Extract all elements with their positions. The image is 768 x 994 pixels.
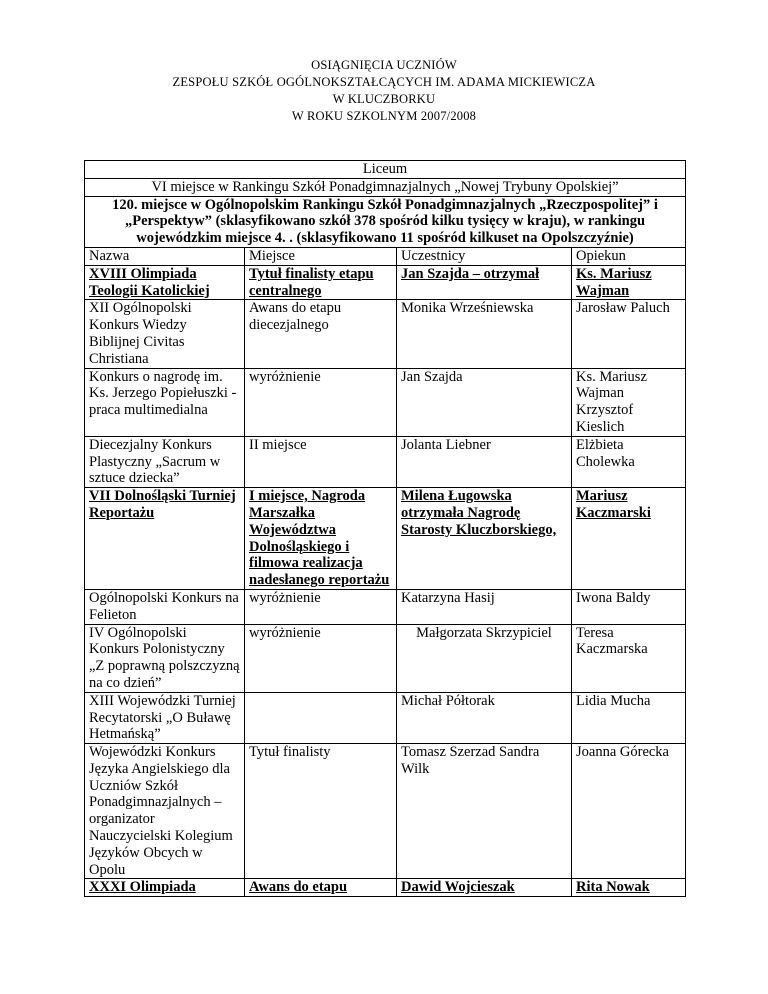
header-line-4: W ROKU SZKOLNYM 2007/2008 bbox=[291, 109, 477, 123]
cell-nazwa: Konkurs o nagrodę im. Ks. Jerzego Popiełuszki - praca multimedialna bbox=[85, 368, 245, 436]
cell-opiekun: Iwona Baldy bbox=[572, 589, 686, 624]
cell-nazwa: VII Dolnośląski Turniej Reportażu bbox=[85, 488, 245, 590]
ranking-national: 120. miejsce w Ogólnopolskim Rankingu Szkół Ponadgimnazjalnych „Rzeczpospolitej” i „Perspektyw” (sklasyfikowano szkół 378 spośród kilku tysięcy w kraju), w rankingu wojewódzkim miejsce 4. . (sklasyfikowano 11 spośród kilkuset na Opolszczyźnie) bbox=[85, 196, 686, 247]
cell-opiekun: Jarosław Paluch bbox=[572, 300, 686, 368]
table-row bbox=[85, 624, 686, 692]
cell-opiekun: Mariusz Kaczmarski bbox=[572, 488, 686, 590]
cell-miejsce: Tytuł finalisty etapu centralnego bbox=[245, 265, 397, 300]
table-row bbox=[85, 744, 686, 879]
cell-nazwa: XIII Wojewódzki Turniej Recytatorski „O Buławę Hetmańską” bbox=[85, 692, 245, 743]
cell-opiekun: Ks. Mariusz Wajman Krzysztof Kieslich bbox=[572, 368, 686, 436]
cell-nazwa: XVIII Olimpiada Teologii Katolickiej bbox=[85, 265, 245, 300]
cell-miejsce: Awans do etapu bbox=[245, 879, 397, 897]
section-title: Liceum bbox=[85, 161, 686, 179]
ranking-row bbox=[85, 196, 686, 247]
header-line-3: W KLUCZBORKU bbox=[332, 92, 436, 106]
cell-uczestnicy: Jolanta Liebner bbox=[397, 436, 572, 487]
cell-uczestnicy: Tomasz Szerzad Sandra Wilk bbox=[397, 744, 572, 879]
cell-nazwa: Ogólnopolski Konkurs na Felieton bbox=[85, 589, 245, 624]
column-header-uczestnicy: Uczestnicy bbox=[397, 247, 572, 265]
cell-nazwa: Diecezjalny Konkurs Plastyczny „Sacrum w sztuce dziecka” bbox=[85, 436, 245, 487]
cell-miejsce: II miejsce bbox=[245, 436, 397, 487]
table-row bbox=[85, 265, 686, 300]
table-row bbox=[85, 879, 686, 897]
cell-uczestnicy: Monika Wrześniewska bbox=[397, 300, 572, 368]
cell-opiekun: Elżbieta Cholewka bbox=[572, 436, 686, 487]
cell-miejsce: I miejsce, Nagroda Marszałka Województwa Dolnośląskiego i filmowa realizacja nadesłanego reportażu bbox=[245, 488, 397, 590]
cell-miejsce: wyróżnienie bbox=[245, 368, 397, 436]
column-header-opiekun: Opiekun bbox=[572, 247, 686, 265]
cell-opiekun: Rita Nowak bbox=[572, 879, 686, 897]
cell-opiekun: Lidia Mucha bbox=[572, 692, 686, 743]
cell-nazwa: Wojewódzki Konkurs Języka Angielskiego dla Uczniów Szkół Ponadgimnazjalnych – organizator Nauczycielski Kolegium Języków Obcych w Opolu bbox=[85, 744, 245, 879]
cell-uczestnicy: Jan Szajda – otrzymał bbox=[397, 265, 572, 300]
cell-uczestnicy: Milena Ługowska otrzymała Nagrodę Starosty Kluczborskiego, bbox=[397, 488, 572, 590]
column-header-row bbox=[85, 247, 686, 265]
ranking-regional: VI miejsce w Rankingu Szkół Ponadgimnazjalnych „Nowej Trybuny Opolskiej” bbox=[85, 178, 686, 196]
table-row bbox=[85, 488, 686, 590]
cell-nazwa: XII Ogólnopolski Konkurs Wiedzy Biblijnej Civitas Christiana bbox=[85, 300, 245, 368]
column-header-miejsce: Miejsce bbox=[245, 247, 397, 265]
cell-miejsce: Tytuł finalisty bbox=[245, 744, 397, 879]
table-row bbox=[85, 368, 686, 436]
section-row bbox=[85, 161, 686, 179]
cell-opiekun: Ks. Mariusz Wajman bbox=[572, 265, 686, 300]
cell-uczestnicy: Małgorzata Skrzypiciel bbox=[397, 624, 572, 692]
cell-uczestnicy: Katarzyna Hasij bbox=[397, 589, 572, 624]
cell-uczestnicy: Michał Półtorak bbox=[397, 692, 572, 743]
table-row bbox=[85, 692, 686, 743]
table-row bbox=[85, 436, 686, 487]
cell-nazwa: XXXI Olimpiada bbox=[85, 879, 245, 897]
cell-miejsce: wyróżnienie bbox=[245, 589, 397, 624]
achievements-table bbox=[84, 160, 686, 897]
cell-miejsce bbox=[245, 692, 397, 743]
column-header-nazwa: Nazwa bbox=[85, 247, 245, 265]
cell-nazwa: IV Ogólnopolski Konkurs Polonistyczny „Z poprawną polszczyzną na co dzień” bbox=[85, 624, 245, 692]
header-line-2: ZESPOŁU SZKÓŁ OGÓLNOKSZTAŁCĄCYCH IM. ADAMA MICKIEWICZA bbox=[172, 75, 596, 89]
cell-opiekun: Teresa Kaczmarska bbox=[572, 624, 686, 692]
cell-uczestnicy: Dawid Wojcieszak bbox=[397, 879, 572, 897]
ranking-row bbox=[85, 178, 686, 196]
cell-miejsce: wyróżnienie bbox=[245, 624, 397, 692]
table-row bbox=[85, 589, 686, 624]
cell-opiekun: Joanna Górecka bbox=[572, 744, 686, 879]
header-line-1: OSIĄGNIĘCIA UCZNIÓW bbox=[311, 58, 457, 72]
cell-uczestnicy: Jan Szajda bbox=[397, 368, 572, 436]
document-header bbox=[0, 57, 768, 125]
cell-miejsce: Awans do etapu diecezjalnego bbox=[245, 300, 397, 368]
table-row bbox=[85, 300, 686, 368]
